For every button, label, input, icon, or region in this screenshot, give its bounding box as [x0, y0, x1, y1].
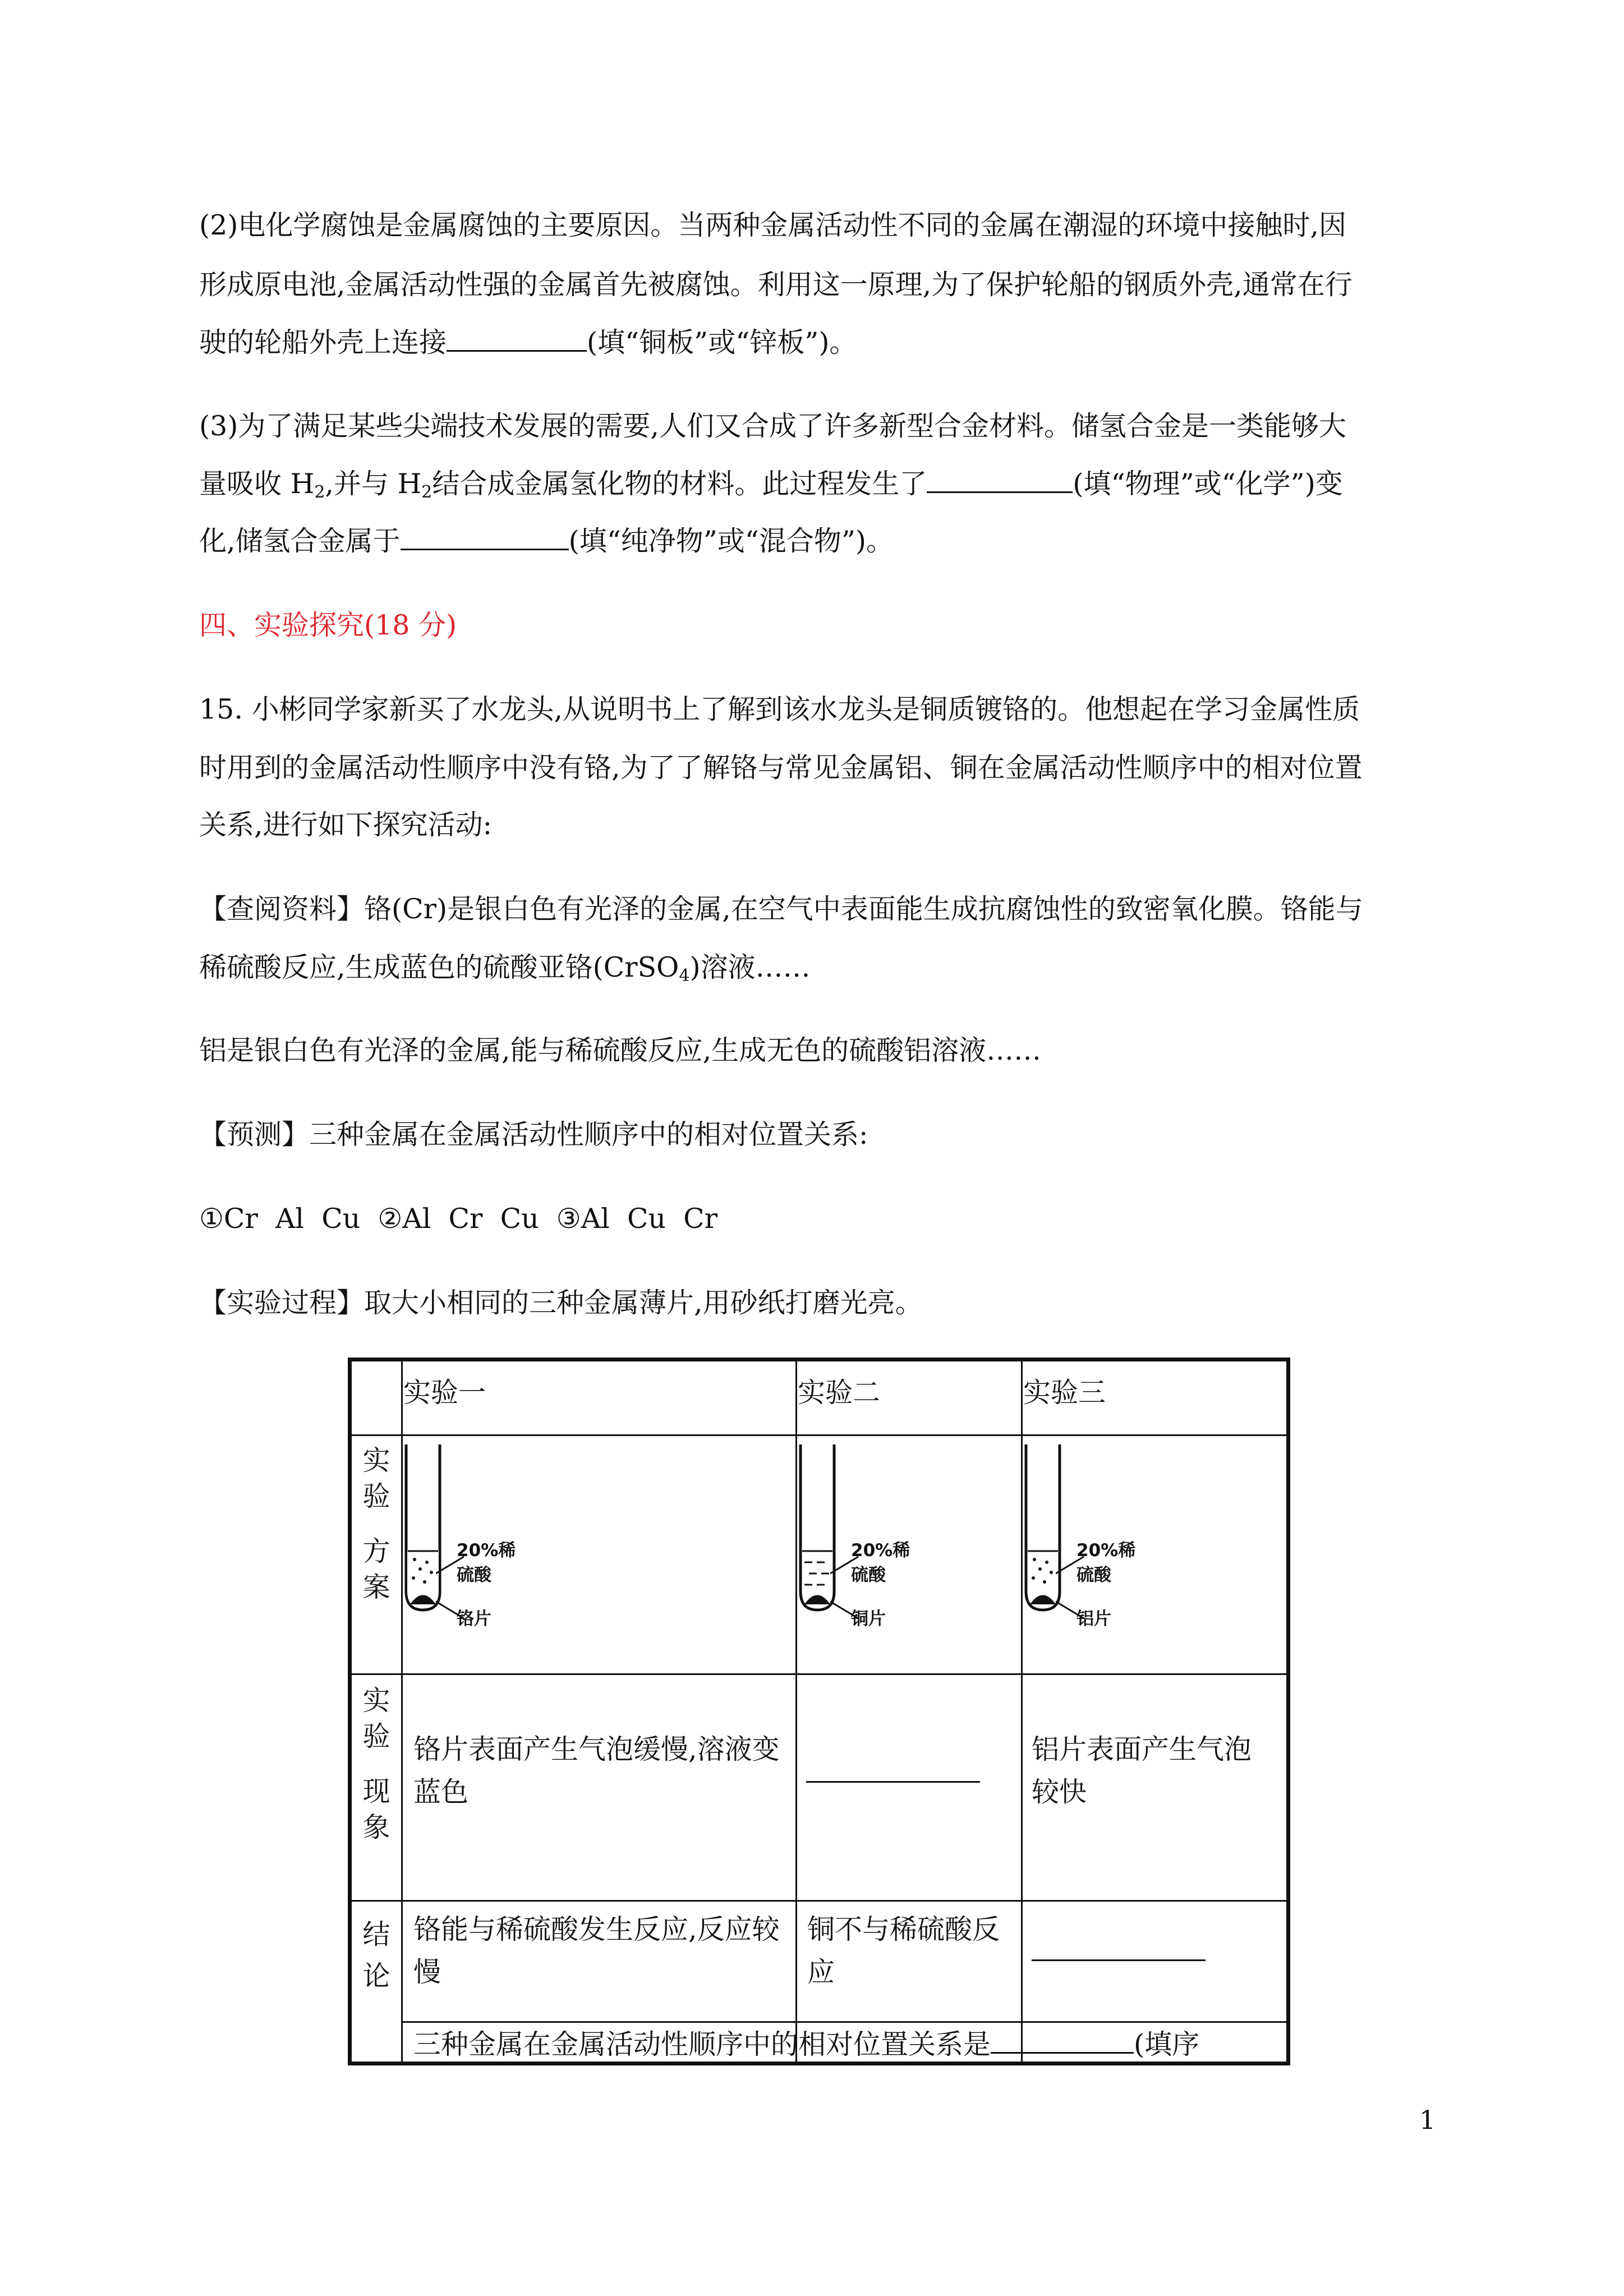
subscript: 2: [314, 482, 325, 502]
acid-label-2: 硫酸: [457, 1565, 491, 1585]
summary-text: [413, 2023, 1289, 2066]
q2-line1: (2)电化学腐蚀是金属腐蚀的主要原因。当两种金属活动性不同的金属在潮湿的环境中接触时,因: [199, 209, 1346, 241]
tube-setup-exp2: [798, 1444, 966, 1658]
acid-label-1: 20%稀: [457, 1540, 516, 1561]
header-exp1: 实验一: [403, 1377, 486, 1409]
row-head-char: 结: [362, 1918, 390, 1950]
row-head-plan: [352, 1443, 401, 1605]
metal-label-copper: 铜片: [851, 1609, 886, 1629]
table-divider: [795, 1361, 797, 2062]
q3-text-d: 化,储氢合金属于: [199, 525, 401, 557]
q3-text-b: ,并与 H: [325, 468, 422, 500]
answer-blank-conclusion-exp3[interactable]: [1032, 1959, 1206, 1961]
row-head-char: 方: [362, 1535, 390, 1567]
acid-label-2: 硫酸: [1076, 1565, 1111, 1585]
subscript: 4: [679, 966, 690, 986]
summary-text-b: (填序: [1134, 2028, 1200, 2060]
tube-setup-exp3: [1023, 1444, 1191, 1658]
row-head-char: 案: [362, 1571, 390, 1603]
experiment-table: [348, 1358, 1290, 2065]
answer-blank-q3-change[interactable]: [927, 464, 1073, 493]
q3-line3: [199, 509, 1439, 573]
header-exp2: 实验二: [798, 1377, 881, 1409]
row-head-conclusion: [352, 1917, 401, 1994]
acid-label-1: 20%稀: [1076, 1540, 1136, 1561]
prediction-line: 【预测】三种金属在金属活动性顺序中的相对位置关系:: [199, 1119, 868, 1151]
observation-exp1: 铬片表面产生气泡缓慢,溶液变蓝色: [413, 1733, 780, 1808]
q2-text: 驶的轮船外壳上连接: [199, 326, 447, 358]
answer-blank-q2[interactable]: [447, 323, 587, 352]
q3-text-c: 结合成金属氢化物的材料。此过程发生了: [432, 468, 927, 500]
tube-setup-exp1: [403, 1444, 572, 1658]
q3-hint-a: (填“物理”或“化学”)变: [1073, 468, 1343, 500]
subscript: 2: [421, 482, 433, 502]
page-number: 1: [1419, 2105, 1436, 2135]
q3-line1: (3)为了满足某些尖端技术发展的需要,人们又合成了许多新型合金材料。储氢合金是一类能够大: [199, 410, 1346, 442]
conclusion-exp2: 铜不与稀硫酸反应: [807, 1913, 1000, 1988]
row-head-char: 实: [362, 1444, 390, 1476]
row-head-char: 验: [362, 1720, 390, 1752]
reference-line2: [199, 936, 1439, 1000]
header-exp3: 实验三: [1023, 1377, 1106, 1409]
q2-line3: [199, 311, 1439, 375]
answer-blank-q3-type[interactable]: [401, 522, 569, 550]
metal-label-chromium: 铬片: [457, 1609, 491, 1629]
answer-blank-summary[interactable]: [991, 2025, 1134, 2054]
reference-text: 稀硫酸反应,生成蓝色的硫酸亚铬(CrSO: [199, 951, 679, 983]
row-head-char: 象: [362, 1811, 390, 1843]
table-divider: [352, 1434, 1286, 1436]
row-head-char: 论: [362, 1960, 390, 1992]
q15-line2: 时用到的金属活动性顺序中没有铬,为了了解铬与常见金属铝、铜在金属活动性顺序中的相对位置: [199, 752, 1363, 784]
aluminum-line: 铝是银白色有光泽的金属,能与稀硫酸反应,生成无色的硫酸铝溶液……: [199, 1034, 1042, 1066]
reference-text-end: )溶液……: [689, 951, 811, 983]
metal-label-aluminum: 铝片: [1076, 1609, 1111, 1629]
q2-line2: 形成原电池,金属活动性强的金属首先被腐蚀。利用这一原理,为了保护轮船的钢质外壳,通常在行: [199, 269, 1352, 301]
process-line: 【实验过程】取大小相同的三种金属薄片,用砂纸打磨光亮。: [199, 1287, 923, 1319]
acid-label-2: 硫酸: [851, 1565, 886, 1585]
q2-hint: (填“铜板”或“锌板”)。: [587, 326, 857, 358]
q3-hint-b: (填“纯净物”或“混合物”)。: [568, 525, 894, 557]
options-line: ①Cr Al Cu ②Al Cr Cu ③Al Cu Cr: [199, 1203, 718, 1235]
q15-line1: 15. 小彬同学家新买了水龙头,从说明书上了解到该水龙头是铜质镀铬的。他想起在学习金属性质: [199, 693, 1360, 725]
section-title: 四、实验探究(18 分): [199, 609, 457, 641]
row-head-char: 现: [362, 1775, 390, 1807]
row-head-char: 实: [362, 1685, 390, 1717]
row-head-char: 验: [362, 1480, 390, 1512]
q15-line3: 关系,进行如下探究活动:: [199, 809, 493, 841]
acid-label-1: 20%稀: [851, 1540, 910, 1561]
summary-text-a: 三种金属在金属活动性顺序中的相对位置关系是: [413, 2028, 991, 2060]
table-divider: [401, 1361, 403, 2062]
table-divider: [352, 1900, 1286, 1902]
q3-text-a: 量吸收 H: [199, 468, 315, 500]
table-divider: [401, 2021, 1286, 2023]
row-head-observation: [352, 1683, 401, 1846]
conclusion-exp1: 铬能与稀硫酸发生反应,反应较慢: [413, 1913, 780, 1988]
q3-line2: [199, 452, 1439, 516]
table-divider: [1021, 1361, 1023, 2062]
table-divider: [352, 1673, 1286, 1675]
observation-exp3: 铝片表面产生气泡较快: [1032, 1733, 1252, 1808]
reference-line1: 【查阅资料】铬(Cr)是银白色有光泽的金属,在空气中表面能生成抗腐蚀性的致密氧化膜。铬能与: [199, 893, 1363, 925]
answer-blank-observation-exp2[interactable]: [806, 1781, 980, 1783]
